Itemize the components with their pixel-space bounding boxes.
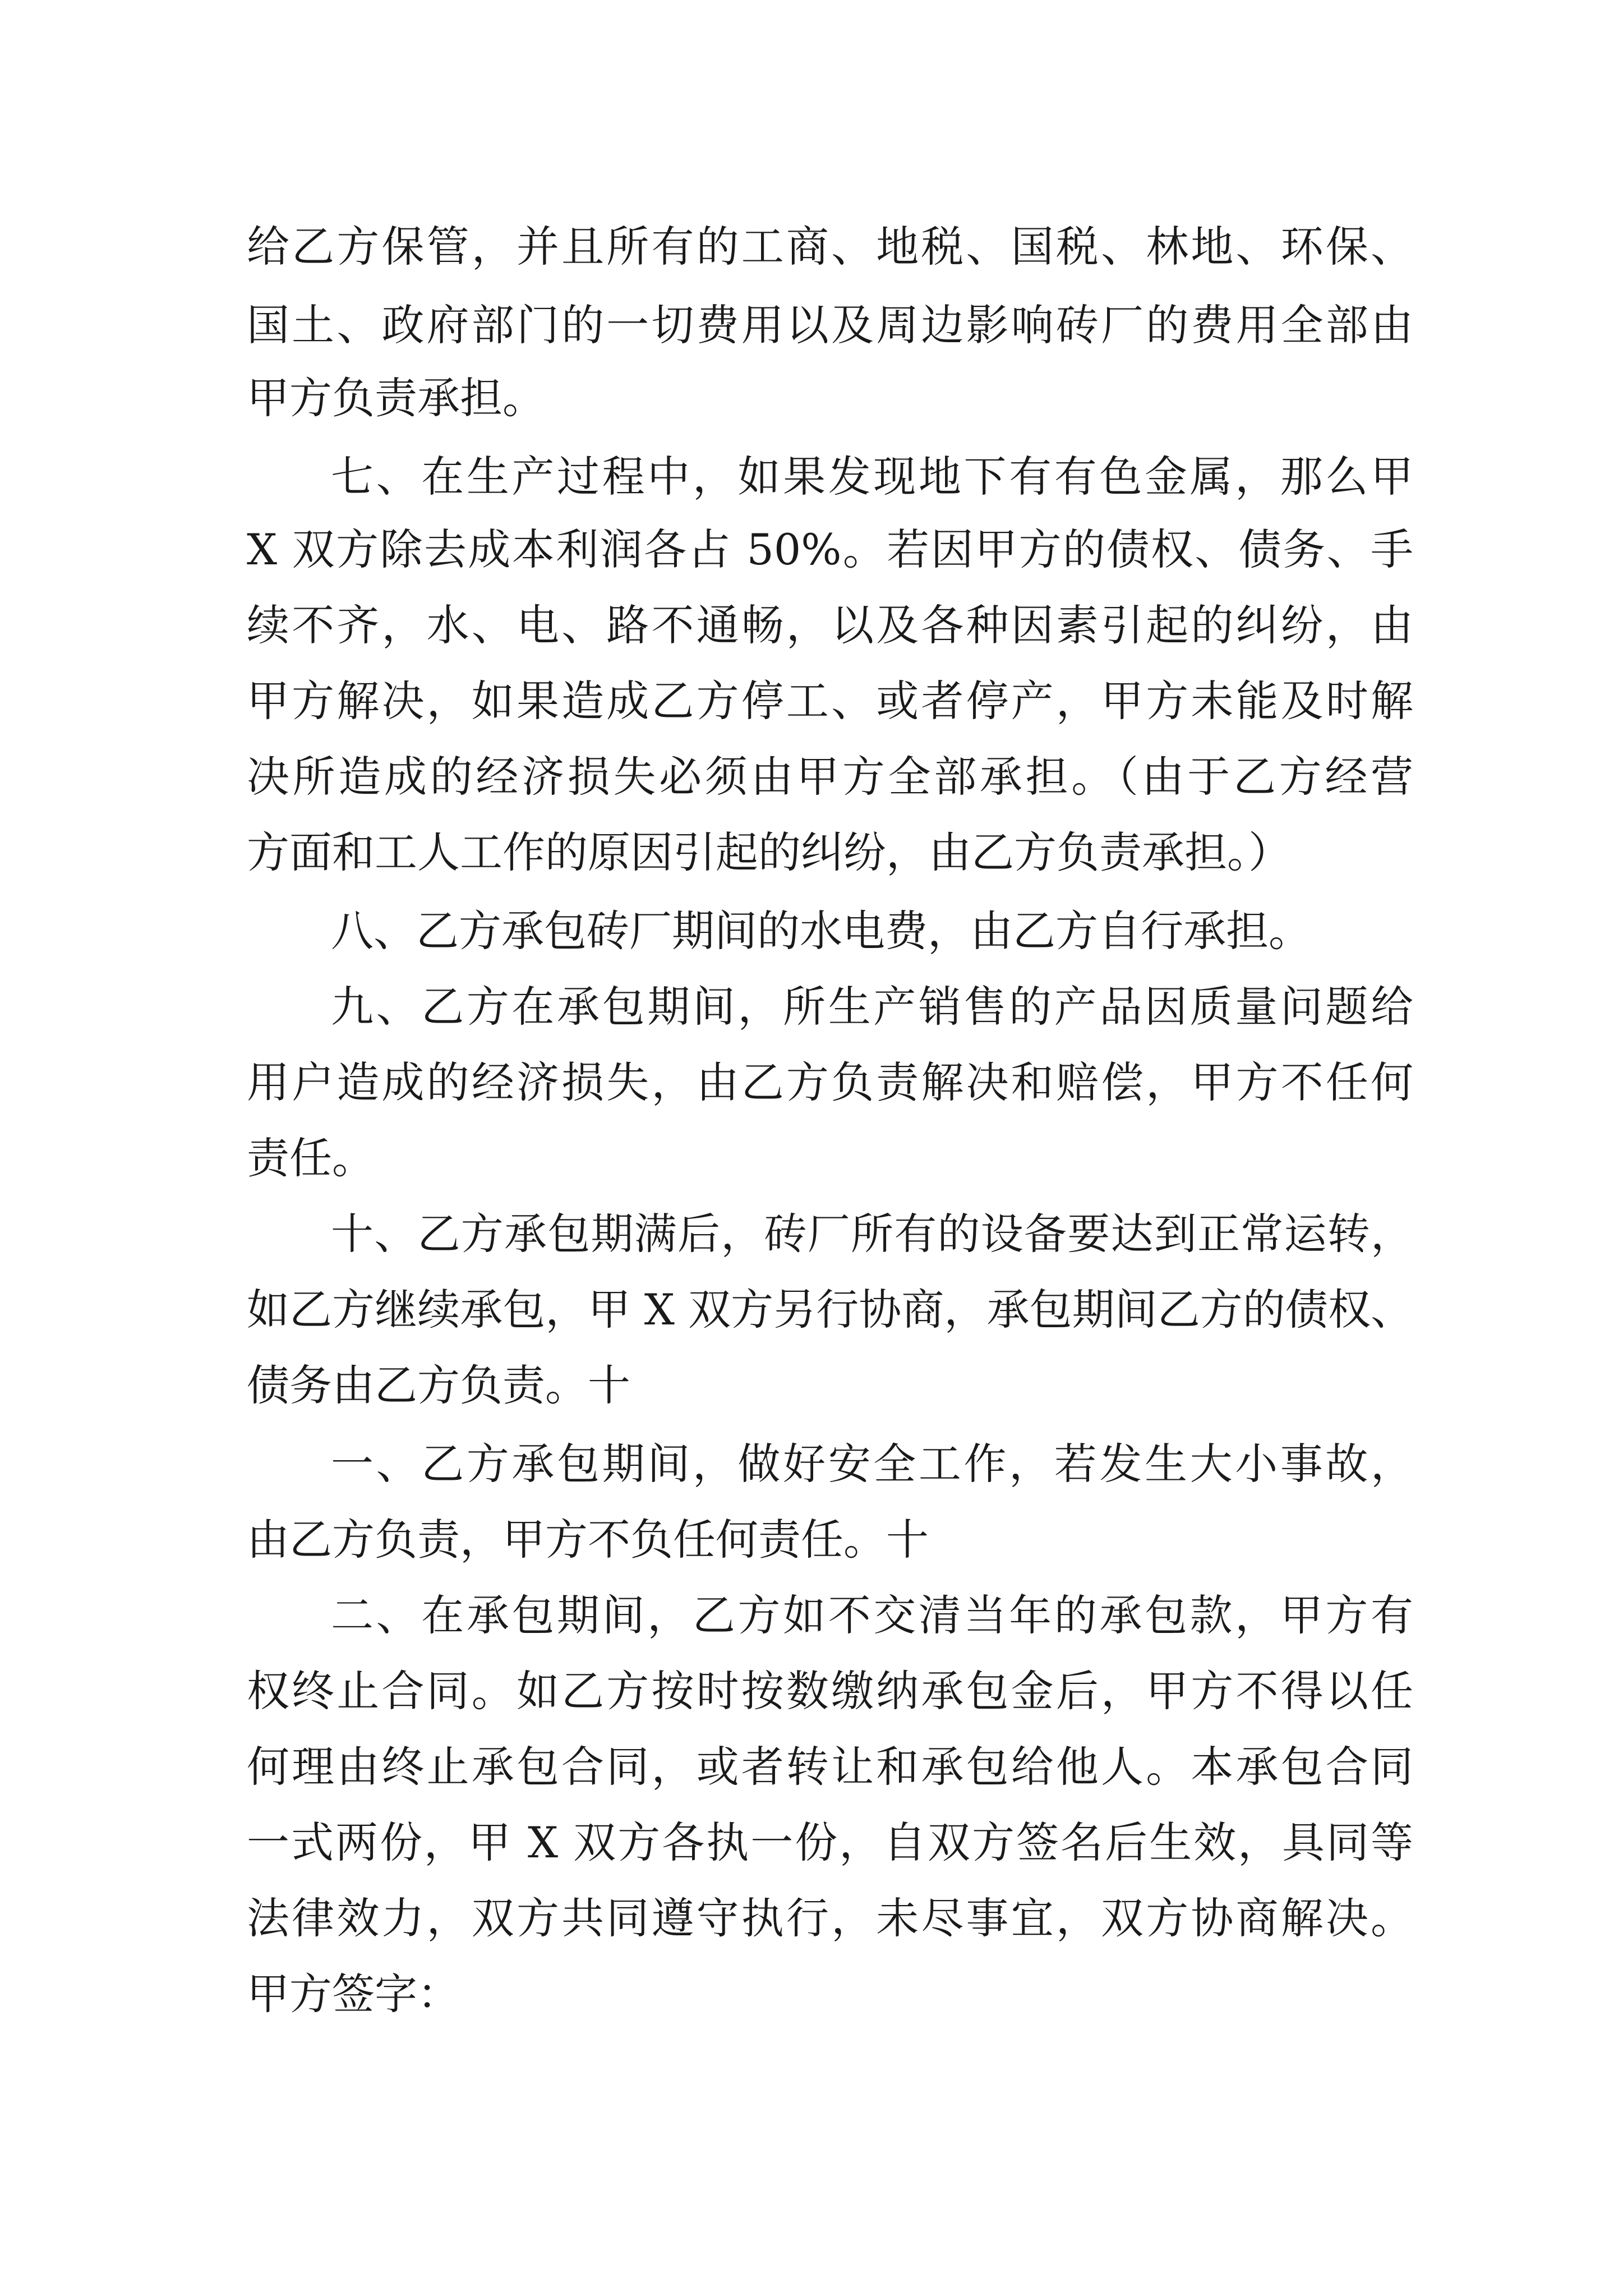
text-line: 决所造成的经济损失必须由甲方全部承担。（由于乙方经营 xyxy=(247,752,1413,802)
paragraph-start-line: 二、在承包期间，乙方如不交清当年的承包款，甲方有 xyxy=(331,1590,1413,1640)
text-line: X 双方除去成本利润各占 50%。若因甲方的债权、债务、手 xyxy=(247,524,1413,574)
text-line: 方面和工人工作的原因引起的纠纷，由乙方负责承担。） xyxy=(247,827,1291,877)
text-line: 债务由乙方负责。十 xyxy=(247,1360,630,1410)
paragraph-start-line: 八、乙方承包砖厂期间的水电费，由乙方自行承担。 xyxy=(331,906,1311,956)
paragraph-start-line: 一、乙方承包期间，做好安全工作，若发生大小事故， xyxy=(331,1439,1413,1489)
text-line: 权终止合同。如乙方按时按数缴纳承包金后，甲方不得以任 xyxy=(247,1666,1413,1716)
text-line: 一式两份，甲 X 双方各执一份，自双方签名后生效，具同等 xyxy=(247,1818,1413,1867)
paragraph-start-line: 七、在生产过程中，如果发现地下有有色金属，那么甲 xyxy=(331,452,1413,501)
text-line: 用户造成的经济损失，由乙方负责解决和赔偿，甲方不任何 xyxy=(247,1057,1413,1107)
signature-label: 甲方签字： xyxy=(247,1969,460,2019)
text-line: 责任。 xyxy=(247,1133,375,1183)
text-line: 续不齐，水、电、路不通畅，以及各种因素引起的纠纷，由 xyxy=(247,600,1413,650)
text-line: 法律效力，双方共同遵守执行，未尽事宜，双方协商解决。 xyxy=(247,1893,1413,1943)
text-line: 给乙方保管，并且所有的工商、地税、国税、林地、环保、 xyxy=(247,222,1413,272)
text-line: 甲方解决，如果造成乙方停工、或者停产，甲方未能及时解 xyxy=(247,676,1413,726)
text-line: 国土、政府部门的一切费用以及周边影响砖厂的费用全部由 xyxy=(247,300,1413,350)
text-line: 甲方负责承担。 xyxy=(247,373,545,423)
paragraph-start-line: 十、乙方承包期满后，砖厂所有的设备要达到正常运转， xyxy=(331,1209,1413,1259)
text-line: 由乙方负责，甲方不负任何责任。十 xyxy=(247,1515,929,1565)
paragraph-start-line: 九、乙方在承包期间，所生产销售的产品因质量问题给 xyxy=(331,982,1413,1032)
text-line: 如乙方继续承包，甲 X 双方另行协商，承包期间乙方的债权、 xyxy=(247,1285,1413,1335)
text-line: 何理由终止承包合同，或者转让和承包给他人。本承包合同 xyxy=(247,1742,1413,1792)
